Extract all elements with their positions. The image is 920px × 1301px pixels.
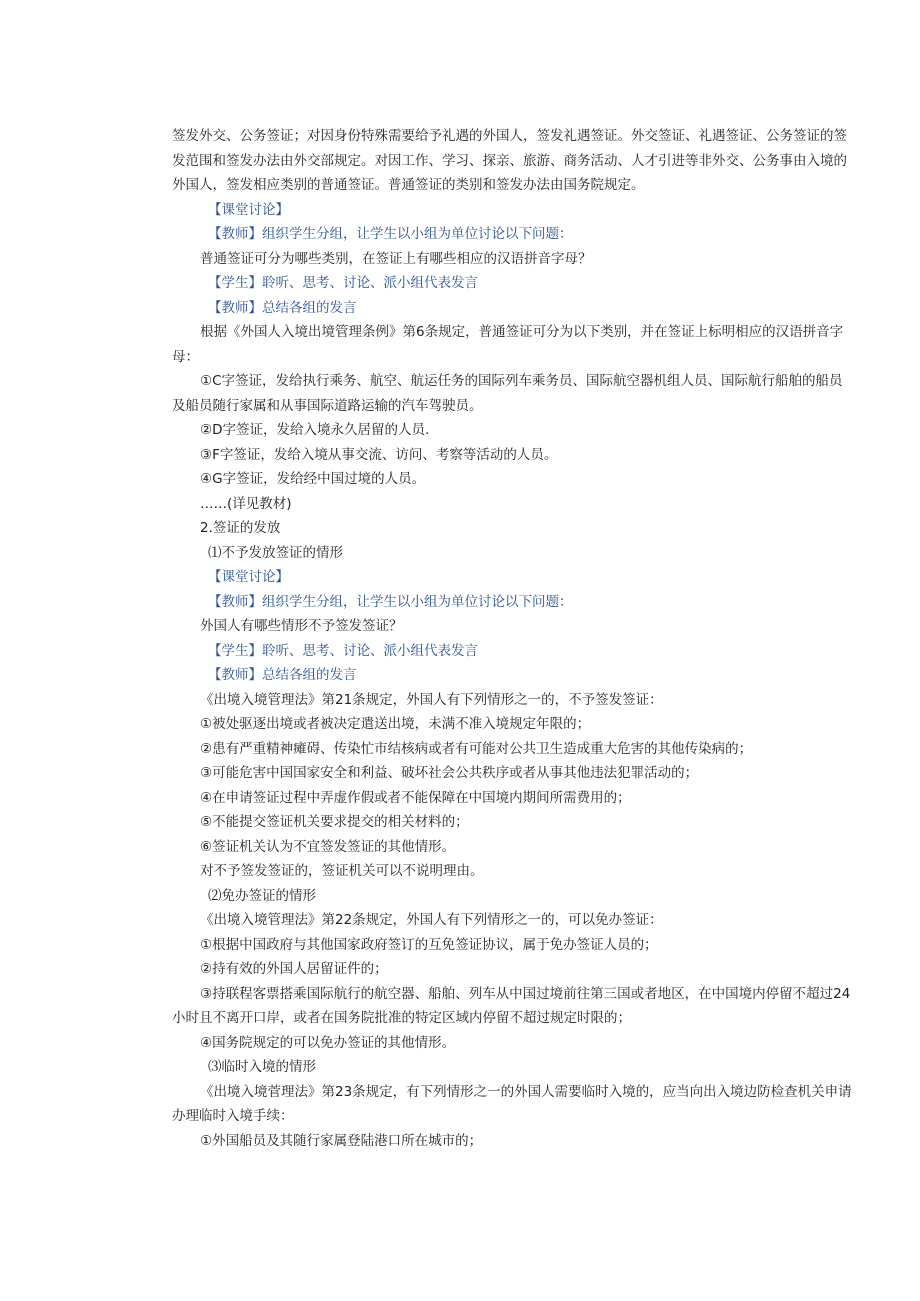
paragraph: 《出境入境管理法》第21条规定，外国人有下列情形之一的，不予签发签证：: [200, 691, 663, 708]
list-item: ③可能危害中国国家安全和利益、破坏社会公共秩序或者从事其他违法犯罪活动的；: [200, 765, 699, 781]
paragraph: 对不予签发签证的，签证机关可以不说明理由。: [200, 863, 484, 879]
paragraph: 《出境入境管理法》第22条规定，外国人有下列情形之一的，可以免办签证：: [200, 912, 663, 928]
discussion-heading: 【课堂讨论】: [208, 569, 289, 585]
discussion-question: 普通签证可分为哪些类别，在签证上有哪些相应的汉语拼音字母？: [200, 250, 592, 267]
list-item: ①被处驱逐出境或者被决定遣送出境，未满不准入境规定年限的；: [200, 716, 591, 732]
teacher-instruction: 【教师】组织学生分组，让学生以小组为单位讨论以下问题：: [208, 593, 573, 610]
paragraph: 《出境入境菅理法》第23条规定，有下列情形之一的外国人需要临时入境的，应当向出入境边防检查机关申请办理临时入境手续：: [172, 1083, 852, 1124]
list-item: ①C字签证，发给执行乘务、航空、航运任务的国际列车乘务员、国际航空器机组人员、国际航行船舶的船员及船员随行家属和从事国际道路运输的汽车驾驶员。: [172, 373, 843, 414]
student-activity: 【学生】聆听、思考、讨论、派小组代表发言: [208, 275, 478, 291]
subsection-heading: ⑶临时入境的情形: [208, 1059, 316, 1075]
subsection-heading: ⑵免办签证的情形: [208, 887, 316, 904]
document-body: [172, 124, 856, 1153]
list-item: ④在申请签证过程中弄虚作假或者不能保障在中国境内期间所需费用的；: [200, 789, 631, 806]
list-item: ①外国船员及其随行家属登陆港口所在城市的；: [200, 1132, 483, 1149]
list-item: ②D字签证，发给入境永久居留的人员.: [200, 422, 430, 438]
list-item: ③持联程客票搭乘国际航行的航空器、船舶、列车从中国过境前往第三国或者地区，在中国境内停留不超过24小时且不离开口岸，或者在国务院批准的特定区域内停留不超过规定时限的；: [172, 985, 851, 1026]
teacher-instruction: 【教师】组织学生分组，让学生以小组为单位讨论以下问题：: [208, 226, 573, 242]
teacher-summary: 【教师】总结各组的发言: [208, 667, 357, 683]
teacher-summary: 【教师】总结各组的发言: [208, 299, 357, 316]
discussion-heading: 【课堂讨论】: [208, 201, 289, 218]
paragraph: 根据《外国人入境出境管理条例》第6条规定，普通签证可分为以下类别，并在签证上标明相应的汉语拼音字母：: [172, 324, 844, 365]
section-heading: 2.签证的发放: [200, 520, 281, 536]
subsection-heading: ⑴不予发放签证的情形: [208, 544, 343, 561]
discussion-question: 外国人有哪些情形不予签发签证？: [200, 618, 403, 634]
paragraph: 签发外交、公务签证；对因身份特殊需要给予礼遇的外国人，签发礼遇签证。外交签证、礼遇签证、公务签证的签发范围和签发办法由外交部规定。对因工作、学习、探亲、旅游、商务活动、人才引进等非外交、公务事由入境的外国人，签发相应类别的普通签证。普通签证的类别和签发办法由国务院规定。: [172, 128, 847, 193]
paragraph: ……(详见教材): [200, 495, 292, 512]
list-item: ③F字签证，发给入境从事交流、访问、考察等活动的人员。: [200, 446, 558, 463]
student-activity: 【学生】聆听、思考、讨论、派小组代表发言: [208, 642, 478, 659]
list-item: ⑥签证机关认为不宜签发签证的其他情形。: [200, 838, 456, 855]
list-item: ④国务院规定的可以免办签证的其他情形。: [200, 1034, 456, 1051]
list-item: ②患有严重精神瘫碍、传染忙市结核病或者有可能对公共卫生造成重大危害的其他传染病的；: [200, 740, 753, 757]
list-item: ②持有效的外国人居留证件的；: [200, 961, 388, 977]
list-item: ④G字签证，发给经中国过境的人员。: [200, 471, 426, 487]
list-item: ①根据中国政府与其他国家政府签订的互免签证协议，属于免办签证人员的；: [200, 936, 658, 953]
list-item: ⑤不能提交签证机关要求提交的相关材料的；: [200, 814, 469, 830]
